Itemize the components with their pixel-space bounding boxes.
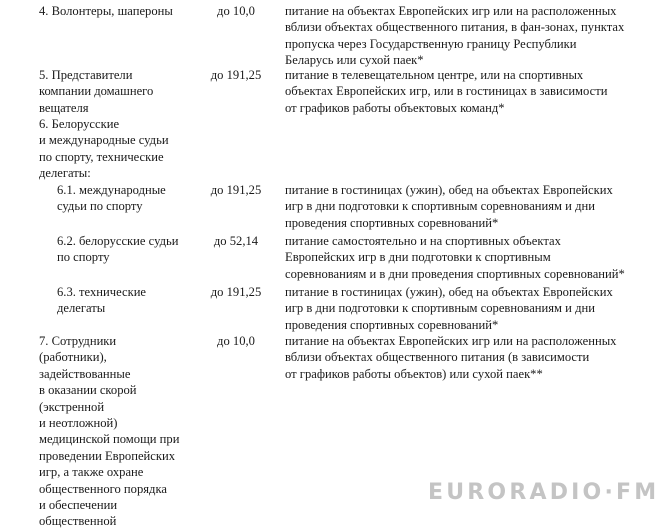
amount-cell: до 191,25 <box>210 285 262 299</box>
category-text: делегаты: <box>39 166 91 181</box>
description-text: игр в дни подготовки к спортивным соревнованиям и дни <box>285 199 595 214</box>
category-text: по спорту <box>57 250 110 265</box>
description-text: Беларусь или сухой паек* <box>285 53 424 68</box>
category-text: 6.1. международные <box>57 183 166 197</box>
description-cell <box>285 3 655 69</box>
description-text: питание в телевещательном центре, или на спортивных <box>285 68 584 82</box>
category-text: в оказании скорой <box>39 383 137 398</box>
category-text: (работники), <box>39 350 107 365</box>
category-text: проведении Европейских <box>39 448 176 463</box>
description-text: питание на объектах Европейских игр или на расположенных <box>285 334 617 348</box>
category-text: и международные судьи <box>39 133 169 148</box>
description-text: от графиков работы объектов) или сухой паек** <box>285 366 543 381</box>
category-text: компании домашнего <box>39 84 154 99</box>
category-text: 5. Представители <box>39 68 133 82</box>
description-cell <box>285 182 655 231</box>
category-cell <box>39 333 209 530</box>
category-text: общественного порядка <box>39 481 167 496</box>
description-text: игр в дни подготовки к спортивным соревнованиям и дни <box>285 301 595 316</box>
description-text: проведения спортивных соревнований* <box>285 317 499 332</box>
category-text: по спорту, технические <box>39 149 164 164</box>
description-text: питание на объектах Европейских игр или на расположенных <box>285 4 617 18</box>
category-text: вещателя <box>39 100 89 115</box>
category-text: делегаты <box>57 301 106 316</box>
amount-cell: до 191,25 <box>210 68 262 82</box>
category-cell <box>39 116 209 182</box>
category-cell <box>57 233 207 266</box>
description-text: Европейских игр в дни подготовки к спортивным <box>285 250 551 265</box>
description-cell <box>285 233 655 282</box>
description-text: вблизи объектах общественного питания, в фан-зонах, пунктах <box>285 20 625 35</box>
description-text: вблизи объектах общественного питания (в зависимости <box>285 350 590 365</box>
category-text: 6.3. технические <box>57 285 147 299</box>
category-cell <box>57 284 207 317</box>
category-text: (экстренной <box>39 399 105 414</box>
description-cell <box>285 284 655 333</box>
description-text: соревнованиям и в дни проведения спортивных соревнований* <box>285 266 625 281</box>
amount-cell: до 10,0 <box>217 334 255 348</box>
description-text: пропуска через Государственную границу Республики <box>285 36 577 51</box>
category-text: медицинской помощи при <box>39 432 180 447</box>
description-cell <box>285 67 655 116</box>
category-text: судьи по спорту <box>57 199 143 214</box>
description-text: объектах Европейских игр, или в гостиницах в зависимости <box>285 84 608 99</box>
category-text: 6. Белорусские <box>39 117 120 131</box>
category-text: задействованные <box>39 366 131 381</box>
category-text: 7. Сотрудники <box>39 334 117 348</box>
description-text: проведения спортивных соревнований* <box>285 215 499 230</box>
description-text: питание в гостиницах (ужин), обед на объектах Европейских <box>285 183 613 197</box>
category-text: 6.2. белорусские судьи <box>57 234 179 248</box>
category-text: общественной <box>39 514 117 529</box>
euroradio-watermark: EURORADIO·FM <box>428 479 660 505</box>
category-text: 4. Волонтеры, шапероны <box>39 4 173 18</box>
category-text: и обеспечении <box>39 498 118 513</box>
amount-cell: до 52,14 <box>213 234 259 248</box>
category-text: и неотложной) <box>39 416 118 431</box>
description-cell <box>285 333 655 382</box>
description-text: питание в гостиницах (ужин), обед на объектах Европейских <box>285 285 613 299</box>
description-text: от графиков работы объектовых команд* <box>285 100 505 115</box>
amount-cell: до 10,0 <box>217 4 255 18</box>
category-cell <box>57 182 207 215</box>
amount-cell: до 191,25 <box>210 183 262 197</box>
category-cell <box>39 3 209 19</box>
category-cell <box>39 67 209 116</box>
description-text: питание самостоятельно и на спортивных объектах <box>285 234 561 248</box>
category-text: игр, а также охране <box>39 465 144 480</box>
